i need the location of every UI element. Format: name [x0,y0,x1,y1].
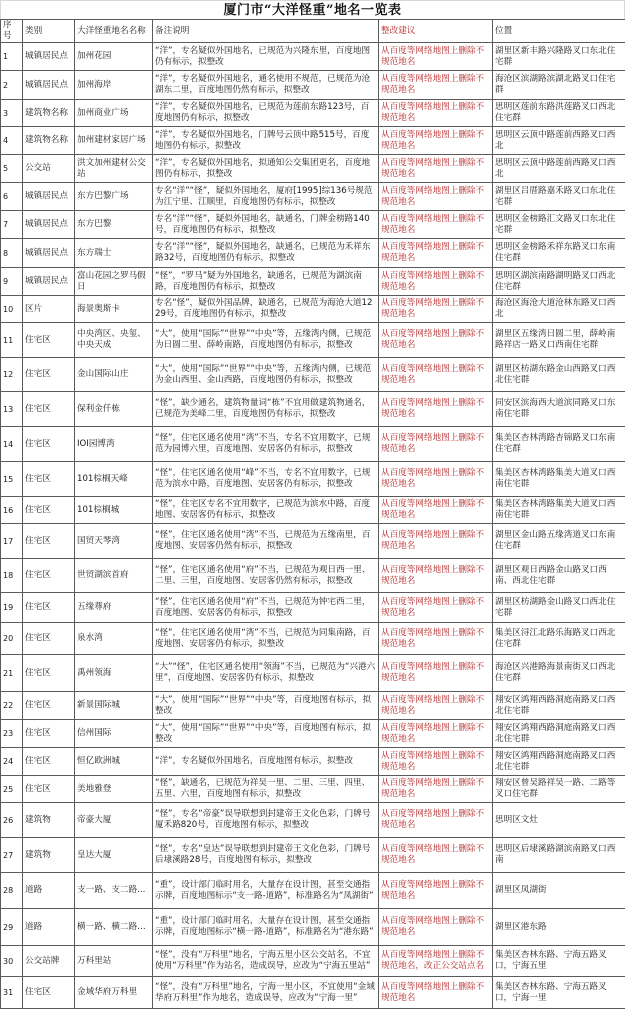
row-note: “洋”，专名疑似外国地名，百度地图有标示，拟整改 [153,748,379,776]
table-row [1,692,625,720]
row-category: 住宅区 [23,358,75,392]
row-note: “怪”，住宅区通名使用“湾”不当，专名不宜用数字，已规范为园博六里，百度地图、安居客仍有标示，拟整改 [153,427,379,462]
table-row [1,239,625,268]
row-suggestion: 从百度等网络地图上删除不规范地名 [379,748,493,776]
row-location: 湖里区金山路五缘湾道叉口东南住宅群 [493,524,625,559]
row-location: 集美区杏林湾路集美大道叉口西南住宅群 [493,462,625,497]
row-category: 住宅区 [23,497,75,524]
table-row [1,803,625,838]
table-row [1,838,625,873]
row-name: 五缘尊府 [75,593,153,623]
row-note: “怪”，住宅区通名使用“湾”不当，已规范为同集南路，百度地图、安居客仍有标示，拟整改 [153,623,379,655]
row-location: 湖里区五缘湾日圆二里，薛岭南路祥店一路叉口西南住宅群 [493,323,625,358]
row-index: 12 [1,358,23,392]
row-location: 思明区湖滨南路湖明路叉口西北住宅群 [493,268,625,296]
table-row [1,183,625,211]
table-header-row [1,20,625,43]
row-location: 集美区杏林东路、宁海五路叉口，宁海五里 [493,946,625,977]
row-location: 集美区杏林东路、宁海五路叉口，宁海一里 [493,977,625,1009]
row-suggestion: 从百度等网络地图上删除不规范地名 [379,296,493,323]
row-suggestion: 从百度等网络地图上删除不规范地名 [379,427,493,462]
row-category: 建筑物名称 [23,127,75,155]
row-name: 世贸湖滨首府 [75,559,153,593]
table-row [1,392,625,427]
table-row [1,497,625,524]
row-suggestion: 从百度等网络地图上删除不规范地名 [379,838,493,873]
row-location: 翔安区鸿翔西路洞庭南路叉口西北住宅群 [493,692,625,720]
table-row [1,524,625,559]
table-row [1,946,625,977]
row-name: 金山国际山庄 [75,358,153,392]
table-row [1,296,625,323]
row-note: “重”，设计部门临时用名，大量存在设计图，甚至交通指示牌，百度地图标示“支一路-道路”，标准路名为“凤湖街” [153,873,379,909]
header-location: 位置 [493,20,625,43]
row-index: 10 [1,296,23,323]
row-note: “怪”，住宅区通名使用“湾”不当，已规范为五缘南里，百度地图、安居客仍然有标示，拟整改 [153,524,379,559]
row-note: “大”，使用“国际”“世界”“中央”等，百度地图有标示，拟整改 [153,692,379,720]
row-location: 集美区浔江北路乐海路叉口西北住宅群 [493,623,625,655]
row-location: 湖里区新丰路兴隆路叉口东北住宅群 [493,43,625,71]
row-note: “洋”，专名疑似外国地名，已规范为兴隆东里，百度地图仍有标示，拟整改 [153,43,379,71]
row-category: 住宅区 [23,623,75,655]
row-category: 建筑物 [23,803,75,838]
row-location: 集美区杏林湾路集美大道叉口西南住宅群 [493,497,625,524]
row-name: 中央湾区、央玺、中央天成 [75,323,153,358]
table-row [1,623,625,655]
row-category: 住宅区 [23,392,75,427]
row-location: 思明区金榜路汇文路叉口东北住宅群 [493,211,625,239]
row-note: “怪”，住宅区通名使用“峰”不当，专名不宜用数字，已规范为滨水中路，百度地图、安居客仍有标示，拟整改 [153,462,379,497]
row-index: 19 [1,593,23,623]
table-row [1,559,625,593]
row-suggestion: 从百度等网络地图上删除不规范地名 [379,392,493,427]
row-index: 1 [1,43,23,71]
row-location: 翔安区鸿翔西路洞庭南路叉口西北住宅群 [493,720,625,748]
table-row [1,593,625,623]
row-name: 皇达大厦 [75,838,153,873]
row-index: 4 [1,127,23,155]
row-suggestion: 从百度等网络地图上删除不规范地名 [379,803,493,838]
row-category: 区片 [23,296,75,323]
row-category: 城镇居民点 [23,268,75,296]
row-name: IOI园博湾 [75,427,153,462]
row-category: 道路 [23,909,75,946]
row-name: 美地雅登 [75,776,153,803]
row-location: 湖里区凤湖街 [493,873,625,909]
row-index: 24 [1,748,23,776]
row-category: 住宅区 [23,720,75,748]
row-index: 31 [1,977,23,1009]
row-location: 思明区莲前东路洪莲路叉口西北住宅群 [493,100,625,127]
row-note: “怪”，专名“皇达”误导联想到封建帝王文化色彩，门牌号后埭溪路28号，百度地图有标示，拟整改 [153,838,379,873]
table-row [1,211,625,239]
row-category: 住宅区 [23,427,75,462]
row-index: 26 [1,803,23,838]
row-name: 加州海岸 [75,71,153,100]
row-location: 思明区云顶中路莲前西路叉口西北 [493,155,625,183]
row-suggestion: 从百度等网络地图上删除不规范地名，改正公交站点名 [379,946,493,977]
table-row [1,127,625,155]
row-index: 20 [1,623,23,655]
row-location: 思明区文灶 [493,803,625,838]
row-name: 恒亿欧洲城 [75,748,153,776]
table-row [1,358,625,392]
place-names-table [0,19,625,1009]
table-row [1,71,625,100]
row-category: 住宅区 [23,655,75,692]
row-note: 专名“洋”“怪”，疑似外国地名，缺通名，已规范为禾祥东路32号，百度地图仍有标示，拟整改 [153,239,379,268]
row-name: 101棕榈城 [75,497,153,524]
row-index: 8 [1,239,23,268]
table-row [1,100,625,127]
row-name: 加州花园 [75,43,153,71]
row-suggestion: 从百度等网络地图上删除不规范地名 [379,239,493,268]
row-suggestion: 从百度等网络地图上删除不规范地名 [379,497,493,524]
row-name: 海景奥斯卡 [75,296,153,323]
table-row [1,748,625,776]
table-row [1,977,625,1009]
row-category: 公交站牌 [23,946,75,977]
row-location: 湖里区枋湖东路金山西路叉口西北住宅群 [493,358,625,392]
row-name: 东方瑞士 [75,239,153,268]
row-category: 公交站 [23,155,75,183]
row-category: 住宅区 [23,692,75,720]
row-index: 30 [1,946,23,977]
table-row [1,776,625,803]
row-suggestion: 从百度等网络地图上删除不规范地名 [379,559,493,593]
row-name: 加州商业广场 [75,100,153,127]
row-location: 湖里区港东路 [493,909,625,946]
row-suggestion: 从百度等网络地图上删除不规范地名 [379,623,493,655]
row-index: 17 [1,524,23,559]
row-location: 翔安区鸿翔西路洞庭南路叉口西北住宅群 [493,748,625,776]
row-name: 万科里站 [75,946,153,977]
row-name: 101棕榈天峰 [75,462,153,497]
header-note: 备注说明 [153,20,379,43]
row-note: “怪”，没有“万科里”地名，宁海一里小区，不宜使用“金域华府万科里”作为地名，造成误导，应改为“宁海一里” [153,977,379,1009]
row-name: 金域华府万科里 [75,977,153,1009]
row-index: 2 [1,71,23,100]
row-location: 翔安区曾吴路祥吴一路、二路等叉口住宅群 [493,776,625,803]
row-suggestion: 从百度等网络地图上删除不规范地名 [379,155,493,183]
row-location: 思明区金榜路禾祥东路叉口东南住宅群 [493,239,625,268]
row-name: 保利金仟栋 [75,392,153,427]
row-category: 建筑物名称 [23,100,75,127]
row-location: 思明区后埭溪路湖滨南路叉口西南 [493,838,625,873]
table-row [1,427,625,462]
row-index: 11 [1,323,23,358]
row-name: 帝豪大厦 [75,803,153,838]
row-location: 湖里区吕厝路嘉禾路叉口东北住宅群 [493,183,625,211]
row-location: 同安区滨海西大道滨同路叉口东南住宅群 [493,392,625,427]
row-category: 住宅区 [23,559,75,593]
row-suggestion: 从百度等网络地图上删除不规范地名 [379,909,493,946]
row-suggestion: 从百度等网络地图上删除不规范地名 [379,268,493,296]
row-name: 富山花园之罗马假日 [75,268,153,296]
row-note: “洋”，专名疑似外国地名，门牌号云顶中路515号，百度地图仍有标示，拟整改 [153,127,379,155]
row-index: 27 [1,838,23,873]
row-category: 建筑物 [23,838,75,873]
row-index: 21 [1,655,23,692]
table-row [1,155,625,183]
row-note: “怪”，“罗马”疑为外国地名，缺通名，已规范为湖滨南路，百度地图仍有标示，拟整改 [153,268,379,296]
row-category: 住宅区 [23,323,75,358]
row-index: 9 [1,268,23,296]
table-row [1,873,625,909]
row-note: “怪”，住宅区通名使用“府”不当，已规范为钟宅西二里，百度地图、安居客仍有标示，拟整改 [153,593,379,623]
row-location: 海沧区兴港路海景南街叉口西北住宅群 [493,655,625,692]
row-location: 海沧区滨湖路滨湖北路叉口住宅群 [493,71,625,100]
row-name: 信州国际 [75,720,153,748]
row-suggestion: 从百度等网络地图上删除不规范地名 [379,593,493,623]
row-name: 国贸天琴湾 [75,524,153,559]
row-name: 加州建材家居广场 [75,127,153,155]
header-suggestion: 整改建议 [379,20,493,43]
row-note: “怪”，专名“帝豪”误导联想到封建帝王文化色彩，门牌号厦禾路820号，百度地图有标示，拟整改 [153,803,379,838]
table-body [1,43,625,1009]
row-category: 道路 [23,873,75,909]
row-suggestion: 从百度等网络地图上删除不规范地名 [379,524,493,559]
row-name: 支一路、支二路... [75,873,153,909]
row-name: 横一路、横二路… [75,909,153,946]
row-category: 住宅区 [23,593,75,623]
row-location: 湖里区枋湖路金山路叉口西北住宅群 [493,593,625,623]
row-index: 15 [1,462,23,497]
table-row [1,720,625,748]
row-index: 3 [1,100,23,127]
row-suggestion: 从百度等网络地图上删除不规范地名 [379,776,493,803]
row-note: “大”，使用“国际”“世界”“中央”等，五缘湾内侧，已规范为日圆二里、薛岭南路，百度地图仍有标示，拟整改 [153,323,379,358]
row-note: “大”“怪”，住宅区通名使用“领海”不当，已规范为“兴港六里”，百度地图、安居客仍有标示，拟整改 [153,655,379,692]
row-note: “怪”，缺少通名，建筑物量词“栋”不宜用做建筑物通名，已规范为美峰二里，百度地图仍有标示，拟整改 [153,392,379,427]
row-suggestion: 从百度等网络地图上删除不规范地名 [379,71,493,100]
row-index: 28 [1,873,23,909]
row-category: 城镇居民点 [23,43,75,71]
row-note: “洋”，专名疑似外国地名，通名使用不规范，已规范为沧湖东二里，百度地图仍然有标示，拟整改 [153,71,379,100]
table-row [1,43,625,71]
row-suggestion: 从百度等网络地图上删除不规范地名 [379,358,493,392]
row-note: “重”，设计部门临时用名，大量存在设计图，甚至交通指示牌，百度地图标示“横一路-道路”，标准路名为“港东路” [153,909,379,946]
row-suggestion: 从百度等网络地图上删除不规范地名 [379,462,493,497]
table-row [1,268,625,296]
row-name: 东方巴黎 [75,211,153,239]
row-category: 住宅区 [23,524,75,559]
row-suggestion: 从百度等网络地图上删除不规范地名 [379,211,493,239]
row-index: 14 [1,427,23,462]
row-name: 洪文加州建材公交站 [75,155,153,183]
header-category: 类别 [23,20,75,43]
row-index: 25 [1,776,23,803]
row-location: 思明区云顶中路莲前西路叉口西北 [493,127,625,155]
row-note: “怪”，缺通名，已规范为祥吴一里、二里、三里、四里、五里、六里，百度地图有标示，拟整改 [153,776,379,803]
row-name: 东方巴黎广场 [75,183,153,211]
row-suggestion: 从百度等网络地图上删除不规范地名 [379,692,493,720]
row-suggestion: 从百度等网络地图上删除不规范地名 [379,127,493,155]
row-suggestion: 从百度等网络地图上删除不规范地名 [379,323,493,358]
table-row [1,909,625,946]
row-location: 集美区杏林湾路杏锦路叉口东南住宅群 [493,427,625,462]
row-suggestion: 从百度等网络地图上删除不规范地名 [379,873,493,909]
row-index: 5 [1,155,23,183]
row-category: 城镇居民点 [23,71,75,100]
row-category: 城镇居民点 [23,211,75,239]
row-note: “怪”，没有“万科里”地名，宁海五里小区公交站名，不宜使用“万科里”作为站名，造成误导，应改为“宁海五里站” [153,946,379,977]
row-note: 专名“洋”“怪”，疑似外国地名，厦府[1995]综136号规范为江宁里、江顺里，百度地图仍有标示，拟整改 [153,183,379,211]
header-name: 大洋怪重地名名称 [75,20,153,43]
row-name: 禹州领海 [75,655,153,692]
row-note: “大”，使用“国际”“世界”“中央”等，百度地图有标示，拟整改 [153,720,379,748]
row-note: “洋”，专名疑似外国地名，已规范为莲前东路123号，百度地图仍有标示，拟整改 [153,100,379,127]
row-category: 住宅区 [23,462,75,497]
row-index: 6 [1,183,23,211]
row-suggestion: 从百度等网络地图上删除不规范地名 [379,43,493,71]
page-title: 厦门市“大洋怪重”地名一览表 [0,0,625,19]
row-note: “洋”，专名疑似外国地名，拟通知公交集团更名，百度地图仍有标示，拟整改 [153,155,379,183]
row-note: 专名“洋”“怪”，疑似外国地名，缺通名，门牌金榜路140号，百度地图仍有标示，拟整改 [153,211,379,239]
table-row [1,323,625,358]
row-suggestion: 从百度等网络地图上删除不规范地名 [379,655,493,692]
row-suggestion: 从百度等网络地图上删除不规范地名 [379,720,493,748]
row-note: 专名“怪”，疑似外国品牌，缺通名，已规范为海沧大道1229号，百度地图仍有标示，拟整改 [153,296,379,323]
row-category: 住宅区 [23,776,75,803]
row-note: “大”，使用“国际”“世界”“中央”等，五缘湾内侧，已规范为金山西里、金山西路，百度地图仍有标示，拟整改 [153,358,379,392]
row-category: 住宅区 [23,977,75,1009]
row-index: 18 [1,559,23,593]
row-category: 城镇居民点 [23,239,75,268]
row-category: 城镇居民点 [23,183,75,211]
row-index: 13 [1,392,23,427]
row-index: 22 [1,692,23,720]
row-name: 新景国际城 [75,692,153,720]
table-row [1,462,625,497]
row-suggestion: 从百度等网络地图上删除不规范地名 [379,977,493,1009]
row-name: 泉水湾 [75,623,153,655]
row-category: 住宅区 [23,748,75,776]
row-note: “怪”，住宅区通名使用“府”不当，已规范为观日西一里、二里、三里，百度地图、安居客仍然有标示，拟整改 [153,559,379,593]
row-location: 海沧区海沧大道沧林东路叉口西北 [493,296,625,323]
row-location: 湖里区观日西路金山路叉口西南、西北住宅群 [493,559,625,593]
row-index: 16 [1,497,23,524]
row-index: 7 [1,211,23,239]
row-note: “怪”，住宅区专名不宜用数字，已规范为滨水中路，百度地图、安居客仍有标示，拟整改 [153,497,379,524]
row-index: 29 [1,909,23,946]
row-suggestion: 从百度等网络地图上删除不规范地名 [379,100,493,127]
row-index: 23 [1,720,23,748]
table-row [1,655,625,692]
row-suggestion: 从百度等网络地图上删除不规范地名 [379,183,493,211]
header-index: 序号 [1,20,23,43]
